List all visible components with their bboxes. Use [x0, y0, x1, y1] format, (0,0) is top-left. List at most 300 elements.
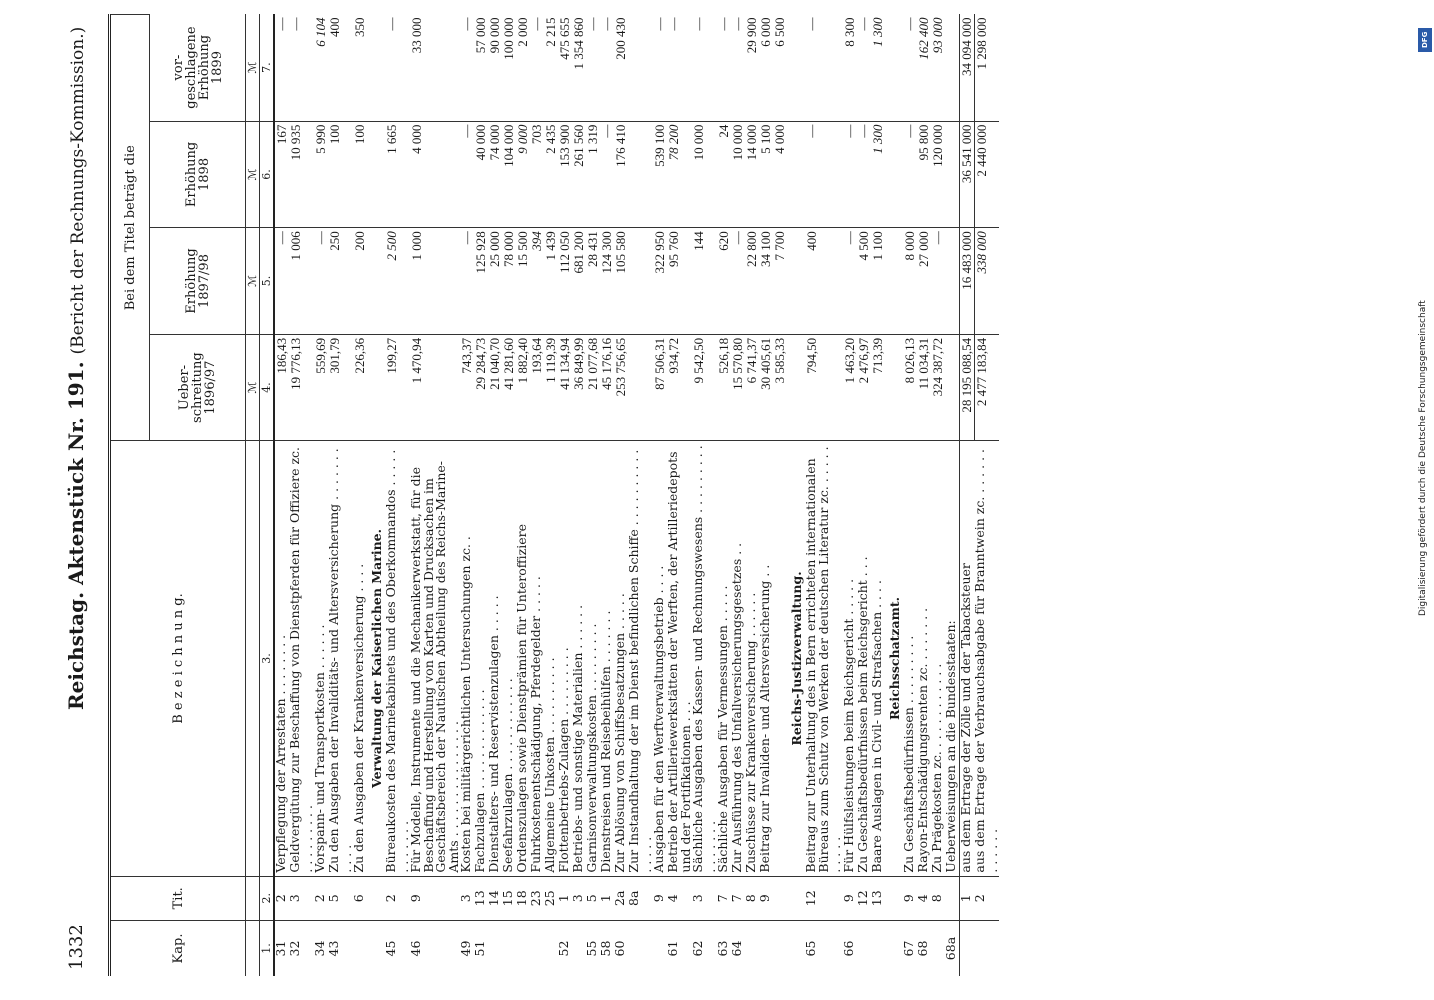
- table-row: [385, 15, 410, 977]
- cell-bez: Baare Auslagen in Civil- und Strafsachen . . . .: [871, 441, 885, 876]
- cell-tit: 7: [717, 876, 731, 920]
- cell-bez: Zur Ablösung von Schiffsbesatzungen . . . . .: [614, 441, 628, 876]
- cell-c4: 1 882,40: [516, 334, 530, 441]
- cell-c6: 5 990: [314, 121, 328, 228]
- cell-kap: 60: [614, 921, 628, 977]
- cell-tit: 1: [558, 876, 572, 920]
- cell-kap: 52: [558, 921, 572, 977]
- header-tit: Tit.: [110, 876, 246, 920]
- cell-c7: —: [652, 17, 667, 31]
- section-row: [885, 15, 903, 977]
- cell-bez: Zur Ausführung des Unfallversicherungsgesetzes . .: [731, 441, 745, 876]
- cell-tit: 9: [903, 876, 917, 920]
- cell-c6: [885, 121, 903, 228]
- cell-tit: 8: [745, 876, 759, 920]
- cell-c6: —: [460, 121, 474, 228]
- table-row: [805, 15, 843, 977]
- unit-c5: ℳ: [246, 228, 260, 335]
- cell-c5: 95 760: [667, 228, 692, 335]
- cell-c4: 15 570,80: [731, 334, 745, 441]
- cell-c6: [628, 121, 653, 228]
- header-c5: Erhöhung 1897/98: [150, 228, 246, 335]
- colnum-6: 6.: [260, 121, 275, 228]
- cell-c4: 19 776,13: [289, 334, 314, 441]
- table-row: [328, 15, 353, 977]
- cell-c5: 124 300: [600, 228, 614, 335]
- cell-c7: 57 000: [473, 17, 488, 54]
- cell-c4: 1 119,39: [544, 334, 558, 441]
- cell-bez: Betrieb der Artilleriewerkstätten der Werften, der Artilleriedepots und der Fortifikationen . . .: [667, 441, 692, 876]
- cell-c6: 10 935: [289, 121, 314, 228]
- cell-kap: 45: [385, 921, 410, 977]
- cell-c4: 2 476,97: [857, 334, 871, 441]
- cell-c6: 36 541 000: [959, 121, 974, 228]
- cell-c7: —: [804, 17, 819, 31]
- cell-c6: —: [903, 121, 917, 228]
- cell-kap: [871, 921, 885, 977]
- cell-c7: 200 430: [613, 17, 628, 60]
- cell-c6: 10 000: [731, 121, 745, 228]
- cell-c5: —: [731, 228, 745, 335]
- cell-c7: [945, 15, 960, 122]
- document-title: [64, 27, 88, 710]
- cell-c4: 226,36: [353, 334, 367, 441]
- cell-kap: [488, 921, 502, 977]
- cell-c5: 620: [717, 228, 731, 335]
- table-row: [945, 15, 960, 977]
- cell-c6: 1 300: [871, 121, 885, 228]
- cell-c6: —: [843, 121, 857, 228]
- cell-tit: 15: [502, 876, 516, 920]
- cell-bez: Büreaukosten des Marinekabinets und des Oberkommandos . . . . . . . . . . . .: [385, 441, 410, 876]
- cell-c4: 1 470,94: [410, 334, 460, 441]
- cell-c6: 74 000: [488, 121, 502, 228]
- cell-c6: 95 800: [917, 121, 931, 228]
- cell-c6: —: [857, 121, 871, 228]
- cell-c6: 9 000: [516, 121, 530, 228]
- table-body: [274, 15, 999, 977]
- cell-kap: [502, 921, 516, 977]
- cell-c7: 400: [327, 17, 342, 37]
- cell-c7: 162 400: [915, 17, 931, 60]
- cell-c7: 2 215: [543, 17, 558, 47]
- cell-bez: Vorspann- und Transportkosten . . . . . .: [314, 441, 328, 876]
- cell-c6: 120 000: [931, 121, 945, 228]
- cell-c4: [945, 334, 960, 441]
- cell-tit: 9: [653, 876, 667, 920]
- cell-c4: 713,39: [871, 334, 885, 441]
- cell-bez: Zur Instandhaltung der im Dienst befindlichen Schiffe . . . . . . . . . . . . . . .: [628, 441, 653, 876]
- table-row: [773, 15, 787, 977]
- cell-tit: 13: [871, 876, 885, 920]
- cell-c4: [367, 334, 385, 441]
- cell-c5: 144: [692, 228, 717, 335]
- cell-bez: Dienstreisen und Reisebeihülfen . . . . . . .: [600, 441, 614, 876]
- cell-c6: 5 100: [759, 121, 773, 228]
- cell-c5: 1 006: [289, 228, 314, 335]
- cell-c7: 29 900: [744, 17, 759, 54]
- cell-c5: 400: [805, 228, 843, 335]
- cell-c4: 41 281,60: [502, 334, 516, 441]
- cell-c5: 112 050: [558, 228, 572, 335]
- cell-c7: 6 104: [313, 17, 328, 47]
- cell-c7: [787, 15, 805, 122]
- cell-c7: —: [529, 17, 544, 31]
- cell-kap: [885, 921, 903, 977]
- cell-kap: 61: [667, 921, 692, 977]
- cell-kap: [959, 921, 974, 977]
- digitization-sidebar: [1418, 20, 1434, 980]
- cell-c5: 1 100: [871, 228, 885, 335]
- cell-bez: Fachzulagen . . . . . . . . . . . . .: [474, 441, 488, 876]
- table-row: [628, 15, 653, 977]
- cell-c5: 322 950: [653, 228, 667, 335]
- cell-kap: 51: [474, 921, 488, 977]
- cell-c4: 1 463,20: [843, 334, 857, 441]
- colnum-7: 7.: [260, 15, 275, 122]
- colnum-3: 3.: [260, 441, 275, 876]
- cell-c7: —: [384, 17, 399, 31]
- cell-c5: [367, 228, 385, 335]
- cell-c5: 200: [353, 228, 367, 335]
- cell-kap: [773, 921, 787, 977]
- unit-c4: ℳ: [246, 334, 260, 441]
- page-header: [60, 0, 110, 1000]
- cell-c6: 703: [530, 121, 544, 228]
- cell-kap: [516, 921, 530, 977]
- cell-c5: 28 431: [586, 228, 600, 335]
- cell-tit: 3: [692, 876, 717, 920]
- cell-c6: 40 000: [474, 121, 488, 228]
- rotated-document-page: [60, 0, 1300, 1000]
- table-row: [974, 15, 999, 977]
- cell-kap: [530, 921, 544, 977]
- cell-kap: 43: [328, 921, 353, 977]
- cell-tit: 1: [600, 876, 614, 920]
- cell-tit: 1: [959, 876, 974, 920]
- cell-kap: 55: [586, 921, 600, 977]
- header-c6: Erhöhung 1898: [150, 121, 246, 228]
- cell-c6: 176 410: [614, 121, 628, 228]
- cell-c5: —: [314, 228, 328, 335]
- cell-c7: 6 500: [772, 17, 787, 47]
- cell-c7: [885, 15, 903, 122]
- cell-bez: Beitrag zur Unterhaltung des in Bern errichteten internationalen Büreaus zum Schutz von Werken der deutschen Literatur zc. . . . . . . . . . .: [805, 441, 843, 876]
- cell-kap: 49: [460, 921, 474, 977]
- cell-bez: Geldvergütung zur Beschaffung von Dienstpferden für Offiziere zc. . . . . . . . . .: [289, 441, 314, 876]
- cell-tit: 23: [530, 876, 544, 920]
- cell-c6: 539 100: [653, 121, 667, 228]
- cell-kap: 68: [917, 921, 931, 977]
- cell-tit: 18: [516, 876, 530, 920]
- cell-c7: —: [855, 17, 871, 31]
- cell-c7: 350: [352, 17, 367, 37]
- cell-c5: 1 000: [410, 228, 460, 335]
- cell-kap: 63: [717, 921, 731, 977]
- cell-c5: 8 000: [903, 228, 917, 335]
- cell-c5: 7 700: [773, 228, 787, 335]
- table-header: [110, 15, 275, 977]
- document-title-main: Reichstag. Aktenstück Nr. 191.: [64, 361, 88, 710]
- cell-c4: 36 849,99: [572, 334, 586, 441]
- cell-c7: —: [459, 17, 474, 31]
- cell-c5: 2 500: [385, 228, 410, 335]
- section-heading: Verwaltung der Kaiserlichen Marine.: [367, 441, 385, 876]
- cell-bez: Sächliche Ausgaben des Kassen- und Rechnungswesens . . . . . . . . . . . . . . . .: [692, 441, 717, 876]
- cell-kap: 32: [289, 921, 314, 977]
- table-row: [353, 15, 367, 977]
- cell-kap: [759, 921, 773, 977]
- cell-c7: 34 094 000: [959, 15, 974, 122]
- cell-c6: 153 900: [558, 121, 572, 228]
- cell-bez: Zuschüsse zur Krankenversicherung . . . . . .: [745, 441, 759, 876]
- cell-c6: —: [600, 121, 614, 228]
- cell-c5: [885, 228, 903, 335]
- cell-c7: —: [585, 17, 600, 31]
- cell-c4: 2 477 183,84: [974, 334, 999, 441]
- cell-c7: —: [666, 17, 681, 31]
- cell-c4: [787, 334, 805, 441]
- cell-c5: [628, 228, 653, 335]
- cell-kap: 58: [600, 921, 614, 977]
- cell-c5: 34 100: [759, 228, 773, 335]
- cell-c5: —: [460, 228, 474, 335]
- table-row: [410, 15, 460, 977]
- cell-tit: 2: [385, 876, 410, 920]
- cell-c5: —: [931, 228, 945, 335]
- cell-c7: 1 298 000: [974, 15, 999, 122]
- cell-c4: 193,64: [530, 334, 544, 441]
- cell-c7: —: [691, 17, 706, 31]
- cell-tit: 8a: [628, 876, 653, 920]
- cell-c7: —: [716, 17, 731, 31]
- cell-c7: 93 000: [929, 17, 945, 54]
- cell-c6: [787, 121, 805, 228]
- cell-c7: 6 000: [758, 17, 773, 47]
- cell-c7: [367, 15, 385, 122]
- cell-tit: 13: [474, 876, 488, 920]
- cell-c4: 934,72: [667, 334, 692, 441]
- cell-kap: [974, 921, 999, 977]
- budget-table: [108, 14, 999, 976]
- cell-bez: Kosten bei militärgerichtlichen Untersuchungen zc. .: [460, 441, 474, 876]
- cell-bez: Ueberweisungen an die Bundesstaaten:: [945, 441, 960, 876]
- cell-c7: 1 300: [869, 17, 885, 47]
- cell-bez: Garnisonverwaltungskosten . . . . . . . . .: [586, 441, 600, 876]
- cell-c6: 261 560: [572, 121, 586, 228]
- cell-c4: 324 387,72: [931, 334, 945, 441]
- cell-c4: 9 542,50: [692, 334, 717, 441]
- cell-c7: [628, 15, 653, 122]
- cell-kap: 62: [692, 921, 717, 977]
- header-bezeichnung: B e z e i c h n u n g.: [110, 441, 246, 876]
- cell-bez: aus dem Ertrage der Verbrauchsabgabe für Branntwein zc. . . . . . . . . . . . .: [974, 441, 999, 876]
- cell-c6: —: [805, 121, 843, 228]
- page-number: 1332: [66, 924, 87, 970]
- cell-bez: Seefahrzulagen . . . . . . . . . . . .: [502, 441, 516, 876]
- header-group: Bei dem Titel beträgt die: [110, 15, 150, 441]
- header-kap: Kap.: [110, 921, 246, 977]
- section-heading: Reichs-Justizverwaltung.: [787, 441, 805, 876]
- cell-c4: 199,27: [385, 334, 410, 441]
- cell-bez: Fuhrkostenentschädigung, Pferdegelder . . . . .: [530, 441, 544, 876]
- cell-c6: [367, 121, 385, 228]
- cell-kap: 68a: [945, 921, 960, 977]
- cell-tit: 6: [353, 876, 367, 920]
- cell-c4: 253 756,65: [614, 334, 628, 441]
- cell-c4: 41 134,94: [558, 334, 572, 441]
- cell-tit: 12: [857, 876, 871, 920]
- cell-kap: [353, 921, 367, 977]
- cell-kap: 66: [843, 921, 857, 977]
- unit-c6: ℳ: [246, 121, 260, 228]
- section-heading: Reichsschatzamt.: [885, 441, 903, 876]
- cell-tit: 2: [314, 876, 328, 920]
- cell-c4: [628, 334, 653, 441]
- cell-bez: Zu Geschäftsbedürfnissen . . . . . . . . .: [903, 441, 917, 876]
- cell-bez: Sächliche Ausgaben für Vermessungen . . . . .: [717, 441, 731, 876]
- cell-bez: Verpflegung der Arrestaten . . . . . . . .: [274, 441, 289, 876]
- cell-c5: —: [274, 228, 289, 335]
- cell-c7: 1 354 860: [571, 17, 586, 70]
- cell-c4: 11 034,31: [917, 334, 931, 441]
- cell-tit: 3: [572, 876, 586, 920]
- cell-c5: 78 000: [502, 228, 516, 335]
- cell-c7: —: [730, 17, 745, 31]
- cell-c4: 87 506,31: [653, 334, 667, 441]
- cell-c4: 559,69: [314, 334, 328, 441]
- cell-tit: 8: [931, 876, 945, 920]
- cell-bez: Zu den Ausgaben der Krankenversicherung . . . .: [353, 441, 367, 876]
- cell-bez: Zu Geschäftsbedürfnissen beim Reichsgericht . . .: [857, 441, 871, 876]
- cell-c7: —: [274, 17, 289, 31]
- cell-c6: 100: [328, 121, 353, 228]
- cell-c7: 2 000: [515, 17, 530, 47]
- cell-tit: 2: [274, 876, 289, 920]
- cell-tit: 25: [544, 876, 558, 920]
- cell-c6: [945, 121, 960, 228]
- cell-bez: Ausgaben für den Werftverwaltungsbetrieb . . . .: [653, 441, 667, 876]
- cell-c5: 4 500: [857, 228, 871, 335]
- cell-tit: [773, 876, 787, 920]
- cell-c7: 475 655: [557, 17, 572, 60]
- header-c4: Ueber-schreitung 1896/97: [150, 334, 246, 441]
- cell-c4: 743,37: [460, 334, 474, 441]
- cell-c7: —: [599, 17, 614, 31]
- header-c7: vor-geschlagene Erhöhung 1899: [170, 26, 225, 109]
- cell-bez: [773, 441, 787, 876]
- cell-c7: 33 000: [409, 17, 424, 54]
- cell-c4: 526,18: [717, 334, 731, 441]
- document-subtitle: (Bericht der Rechnungs-Kommission.): [68, 26, 88, 355]
- dfg-logo: DFG: [1418, 28, 1432, 52]
- colnum-5: 5.: [260, 228, 275, 335]
- cell-c4: 794,50: [805, 334, 843, 441]
- cell-c6: 4 000: [410, 121, 460, 228]
- cell-c7: 8 300: [841, 17, 857, 47]
- cell-c5: 1 439: [544, 228, 558, 335]
- cell-c5: 22 800: [745, 228, 759, 335]
- table-row: [289, 15, 314, 977]
- cell-c5: 25 000: [488, 228, 502, 335]
- table-row: [692, 15, 717, 977]
- cell-c6: 1 665: [385, 121, 410, 228]
- cell-c6: 2 440 000: [974, 121, 999, 228]
- cell-c6: 104 000: [502, 121, 516, 228]
- cell-tit: [885, 876, 903, 920]
- table-row: [667, 15, 692, 977]
- cell-c5: 250: [328, 228, 353, 335]
- cell-tit: 2a: [614, 876, 628, 920]
- cell-bez: Zu Prägekosten zc. . . . . . . . . . . .: [931, 441, 945, 876]
- cell-c7: 100 000: [501, 17, 516, 60]
- cell-tit: 5: [586, 876, 600, 920]
- cell-c5: [787, 228, 805, 335]
- cell-c4: 21 040,70: [488, 334, 502, 441]
- cell-tit: 3: [289, 876, 314, 920]
- cell-kap: [745, 921, 759, 977]
- cell-c5: 681 200: [572, 228, 586, 335]
- cell-bez: Zu den Ausgaben der Invaliditäts- und Altersversicherung . . . . . . . . . . .: [328, 441, 353, 876]
- cell-tit: 9: [759, 876, 773, 920]
- cell-bez: Dienstalters- und Reservistenzulagen . . . . .: [488, 441, 502, 876]
- cell-bez: Rayon-Entschädigungsrenten zc. . . . . . . .: [917, 441, 931, 876]
- cell-kap: 67: [903, 921, 917, 977]
- cell-bez: Für Modelle, Instrumente und die Mechanikerwerkstatt, für die Beschaffung und Herstellung von Karten und Drucksachen im Geschäftsbereich der Nautischen Abtheilung des Reichs-Marine-Amts . . . . . . . . . . . . . . .: [410, 441, 460, 876]
- colnum-1: 1.: [260, 921, 275, 977]
- cell-tit: 3: [460, 876, 474, 920]
- cell-bez: Für Hülfsleistungen beim Reichsgericht . . . . .: [843, 441, 857, 876]
- cell-c6: 167: [274, 121, 289, 228]
- cell-kap: [857, 921, 871, 977]
- cell-c4: 28 195 088,54: [959, 334, 974, 441]
- table-row: [871, 15, 885, 977]
- cell-tit: 9: [410, 876, 460, 920]
- cell-kap: 46: [410, 921, 460, 977]
- cell-bez: Betriebs- und sonstige Materialien . . . . . .: [572, 441, 586, 876]
- cell-c4: 3 585,33: [773, 334, 787, 441]
- cell-bez: Allgemeine Unkosten . . . . . . . . . .: [544, 441, 558, 876]
- cell-c6: 4 000: [773, 121, 787, 228]
- cell-c6: 2 435: [544, 121, 558, 228]
- cell-kap: 65: [805, 921, 843, 977]
- cell-kap: 64: [731, 921, 745, 977]
- cell-kap: 31: [274, 921, 289, 977]
- colnum-4: 4.: [260, 334, 275, 441]
- cell-c7: 90 000: [487, 17, 502, 54]
- unit-c7: ℳ: [246, 15, 260, 122]
- cell-c6: 1 319: [586, 121, 600, 228]
- table-row: [759, 15, 773, 977]
- digitization-note: Digitalisierung gefördert durch die Deutsche Forschungsgemeinschaft: [1418, 300, 1428, 616]
- colnum-2: 2.: [260, 876, 275, 920]
- cell-c5: 394: [530, 228, 544, 335]
- cell-c5: [945, 228, 960, 335]
- cell-tit: 4: [917, 876, 931, 920]
- cell-c7: —: [288, 17, 303, 31]
- cell-c4: 186,43: [274, 334, 289, 441]
- cell-tit: 14: [488, 876, 502, 920]
- cell-c4: 45 176,16: [600, 334, 614, 441]
- cell-c4: 8 026,13: [903, 334, 917, 441]
- cell-tit: 7: [731, 876, 745, 920]
- cell-c4: 6 741,37: [745, 334, 759, 441]
- cell-c5: 338 000: [974, 228, 999, 335]
- cell-kap: [628, 921, 653, 977]
- cell-tit: 5: [328, 876, 353, 920]
- cell-c7: —: [901, 17, 917, 31]
- cell-c5: 125 928: [474, 228, 488, 335]
